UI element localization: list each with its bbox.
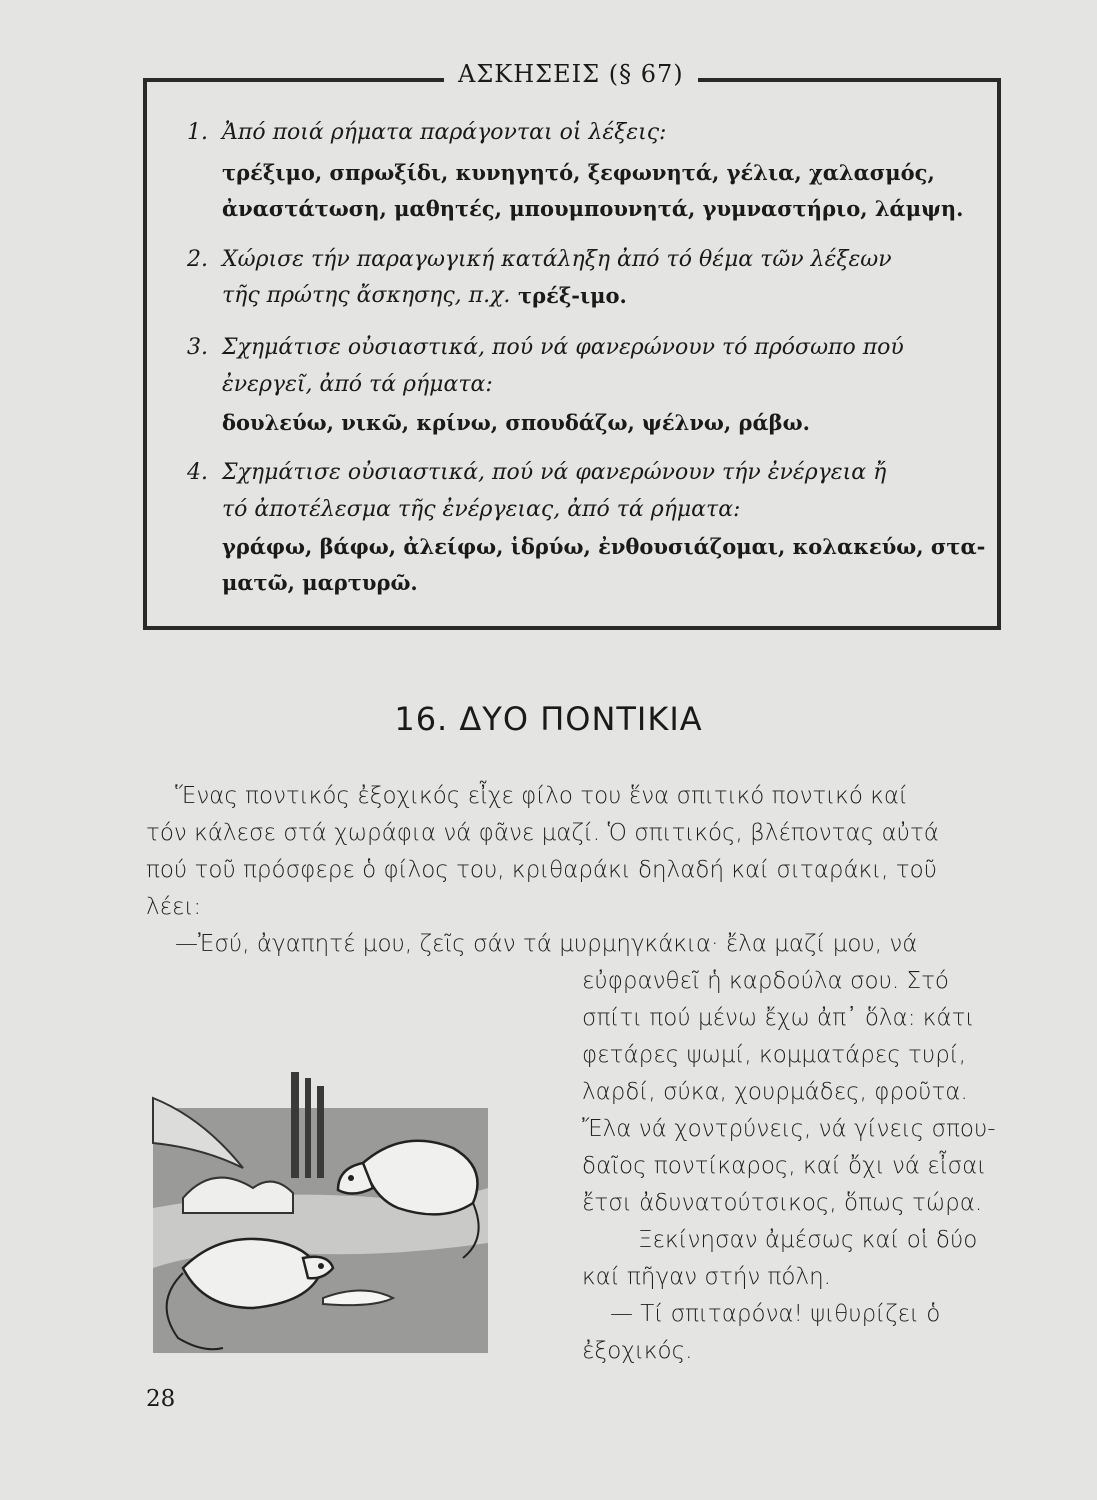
story-line: πού τοῦ πρόσφερε ὁ φίλος του, κριθαράκι δηλαδή καί σιταράκι, τοῦ [146,857,938,883]
story-line: Ἕνας ποντικός ἐξοχικός εἶχε φίλο του ἕνα σπιτικό ποντικό καί [175,783,908,809]
story-line: λέει: [146,894,202,920]
story-line: τόν κάλεσε στά χωράφια νά φᾶνε μαζί. Ὁ σπιτικός, βλέποντας αὐτά [146,820,939,846]
story-line: καί πῆγαν στήν πόλη. [582,1264,831,1290]
exercise-number: 4. [187,460,208,485]
exercise-text: ἐνεργεῖ, ἀπό τά ρήματα: [222,372,493,397]
exercise-text: τρέξιμο, σπρωξίδι, κυνηγητό, ξεφωνητά, γέλια, χαλασμός, [222,160,935,185]
exercise-text: Σχημάτισε οὐσιαστικά, πού νά φανερώνουν τό πρόσωπο πού [222,335,904,360]
dialogue-line: δαῖος ποντίκαρος, καί ὄχι νά εἶσαι [582,1153,987,1179]
page-number: 28 [146,1386,176,1412]
dialogue-line: σπίτι πού μένω ἔχω ἀπ᾽ ὅλα: κάτι [582,1005,975,1031]
exercise-example: τρέξ-ιμο. [518,283,627,308]
exercise-number: 1. [187,120,208,145]
exercise-text: Σχημάτισε οὐσιαστικά, πού νά φανερώνουν τήν ἐνέργεια ἤ [222,460,887,485]
dialogue-line: — Τί σπιταρόνα! ψιθυρίζει ὁ [610,1301,941,1327]
story-line: Ξεκίνησαν ἀμέσως καί οἱ δύο [638,1227,978,1253]
exercise-text: δουλεύω, νικῶ, κρίνω, σπουδάζω, ψέλνω, ράβω. [222,410,810,435]
mice-illustration [143,1068,495,1358]
dialogue-line: φετάρες ψωμί, κομματάρες τυρί, [582,1042,967,1068]
story-title: 16. ΔΥΟ ΠΟΝΤΙΚΙΑ [394,700,703,738]
exercise-text: ματῶ, μαρτυρῶ. [222,570,418,595]
dialogue-line: —Ἐσύ, ἀγαπητέ μου, ζεῖς σάν τά μυρμηγκάκια· ἔλα μαζί μου, νά [175,931,918,957]
exercise-number: 2. [187,247,208,272]
exercise-text: τῆς πρώτης ἄσκησης, π.χ. [222,283,511,308]
exercise-text: τό ἀποτέλεσμα τῆς ἐνέργειας, ἀπό τά ρήματα: [222,497,741,522]
exercise-box-title: ΑΣΚΗΣΕΙΣ (§ 67) [444,60,698,88]
dialogue-line: Ἔλα νά χοντρύνεις, νά γίνεις σπου- [582,1116,996,1142]
dialogue-line: ἔτσι ἀδυνατούτσικος, ὅπως τώρα. [582,1190,983,1216]
exercise-number: 3. [187,335,208,360]
dialogue-line: ἐξοχικός. [582,1338,693,1364]
exercise-text: ἀναστάτωση, μαθητές, μπουμπουνητά, γυμναστήριο, λάμψη. [222,196,964,221]
exercise-text: Ἀπό ποιά ρήματα παράγονται οἱ λέξεις: [222,120,667,145]
dialogue-line: εὐφρανθεῖ ἡ καρδούλα σου. Στό [582,968,949,994]
exercise-text: γράφω, βάφω, ἀλείφω, ἱδρύω, ἐνθουσιάζομαι, κολακεύω, στα- [222,534,986,559]
exercise-text: Χώρισε τήν παραγωγική κατάληξη ἀπό τό θέμα τῶν λέξεων [222,247,892,272]
dialogue-line: λαρδί, σύκα, χουρμάδες, φροῦτα. [582,1079,968,1105]
